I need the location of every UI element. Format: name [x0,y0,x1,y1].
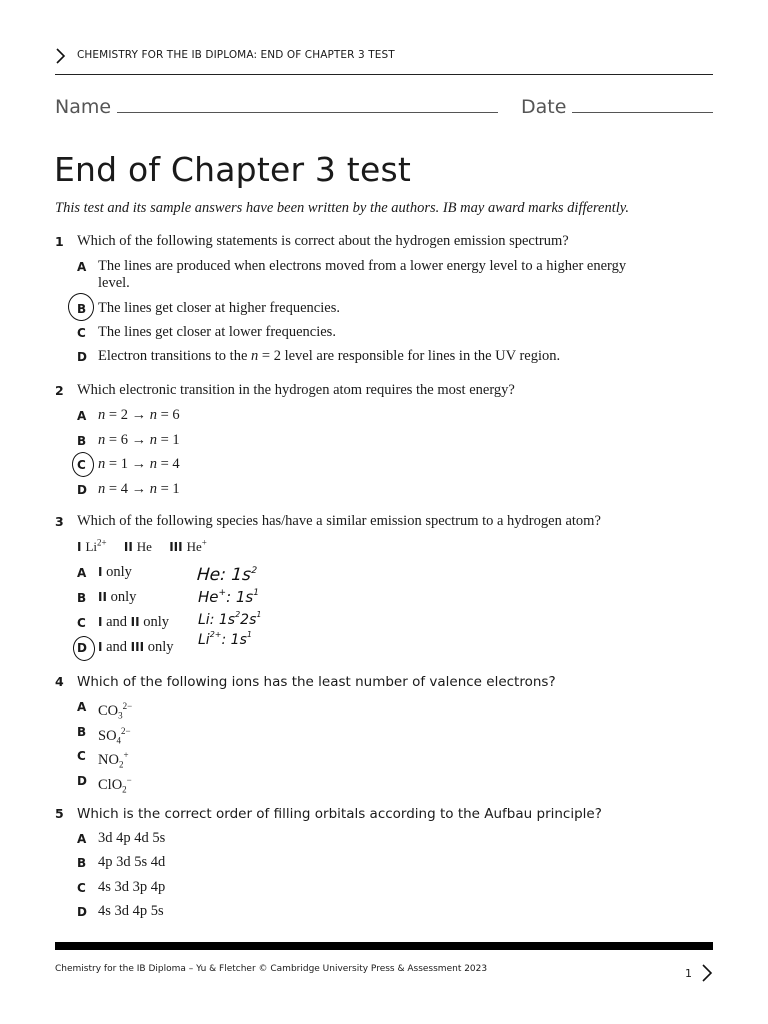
option-letter: B [77,434,87,448]
option-text: I only [98,564,132,580]
option-letter: C [77,616,86,630]
option-letter: B [77,856,87,870]
handwritten-notes [196,560,276,650]
option-letter: D [77,350,87,364]
answer-mark-circle [72,635,96,662]
question-number: 4 [55,674,64,689]
option-text: The lines are produced when electrons moved from a lower energy level to a higher energy level. [98,258,627,291]
option-letter: D [77,774,87,788]
footer-copyright: Chemistry for the IB Diploma – Yu & Fletcher © Cambridge University Press & Assessment 2023 [55,964,488,974]
option-letter: A [77,409,87,423]
page-header [55,44,713,75]
question-number: 2 [55,383,64,398]
option-text: The lines get closer at higher frequencies. [98,300,340,316]
option-text: 4s 3d 3p 4p [98,879,166,895]
option-text: n = 1 → n = 4 [98,456,180,472]
option-text: $NO_2^+$ [98,750,129,770]
date-line [572,111,713,113]
option-letter: A [77,566,87,580]
header-title: CHEMISTRY FOR THE IB DIPLOMA: END OF CHAPTER 3 TEST [77,49,395,61]
option-letter: D [77,641,87,655]
question-text: Which electronic transition in the hydrogen atom requires the most energy? [77,382,515,398]
option-text: Electron transitions to the n = 2 level are responsible for lines in the UV region. [98,348,561,364]
question-number: 5 [55,806,64,821]
question-text: Which is the correct order of filling orbitals according to the Aufbau principle? [77,806,602,822]
option-text: II only [98,589,137,605]
option-text: n = 6 → n = 1 [98,432,180,448]
question-text: Which of the following species has/have a similar emission spectrum to a hydrogen atom? [77,513,601,529]
option-text: n = 2 → n = 6 [98,407,180,423]
handwriting-line: $Li^{2+}$: $1s^1$ [198,630,252,648]
option-letter: D [77,483,87,497]
q3-statements [77,538,221,555]
handwriting-line: Li: $1s^22s^1$ [198,610,262,628]
question-text: Which of the following statements is correct about the hydrogen emission spectrum? [77,233,569,249]
name-label: Name [55,96,112,118]
name-field [55,96,498,118]
question-text: Which of the following ions has the least number of valence electrons? [77,674,556,690]
option-letter: D [77,905,87,919]
option-text: ClO$_2$− [98,775,132,795]
answer-mark-circle [71,451,95,478]
option-text: I and II only [98,614,169,630]
handwriting-line: He: $1s^2$ [196,565,258,585]
question-number: 3 [55,514,64,529]
option-letter: A [77,700,87,714]
option-letter: B [77,591,87,605]
handwriting-line: He+: $1s^1$ [198,588,259,606]
page-number: 1 [685,967,692,980]
option-letter: C [77,881,86,895]
option-text: I and III only [98,639,174,655]
option-text: The lines get closer at lower frequencies. [98,324,336,340]
option-text: 4p 3d 5s 4d [98,854,166,870]
option-letter: C [77,749,86,763]
option-text: n = 4 → n = 1 [98,481,180,497]
option-letter: C [77,326,86,340]
statement-1: I $Li^{2+}$ [77,538,107,555]
option-letter: A [77,832,87,846]
option-letter: A [77,260,87,274]
chevron-right-icon[interactable] [701,963,713,983]
footer-divider [55,942,713,950]
option-letter: B [77,302,87,316]
statement-2: II He [123,539,152,555]
option-text: $SO_4^{2-}$ [98,726,131,746]
option-text: 3d 4p 4d 5s [98,830,166,846]
answer-mark-circle [66,291,96,322]
name-line [117,111,498,113]
option-text: $CO_3^{2-}$ [98,701,133,721]
statement-3: III He+ [169,538,207,555]
chevron-right-icon [55,47,67,65]
option-letter: C [77,458,86,472]
date-label: Date [521,96,567,118]
option-text: 4s 3d 4p 5s [98,903,164,919]
page-title: End of Chapter 3 test [54,150,411,189]
question-number: 1 [55,234,64,249]
intro-text: This test and its sample answers have been written by the authors. IB may award marks differently. [55,200,630,216]
option-letter: B [77,725,87,739]
date-field [521,96,713,118]
